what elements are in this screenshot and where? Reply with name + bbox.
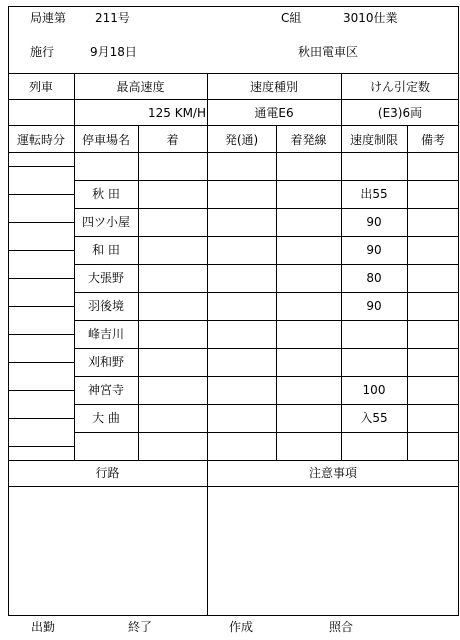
rule <box>74 348 459 349</box>
footer-checked: 照合 <box>329 620 354 634</box>
col-departure: 発(通) <box>224 133 259 147</box>
rule <box>8 152 459 153</box>
crew-group: C組 <box>281 11 302 25</box>
rule <box>276 125 277 460</box>
rule <box>8 194 74 195</box>
rule <box>8 125 459 126</box>
col-track: 着発線 <box>290 133 327 147</box>
rule <box>8 446 74 447</box>
consist: (E3)6両 <box>377 106 423 120</box>
rule <box>74 125 75 460</box>
label-train: 列車 <box>28 80 53 94</box>
rule <box>74 73 75 125</box>
rule <box>74 208 459 209</box>
rule <box>74 404 459 405</box>
rule <box>8 222 74 223</box>
rule <box>8 418 74 419</box>
rule <box>341 73 342 125</box>
station-name: 大張野 <box>87 271 124 285</box>
caution-label: 注意事項 <box>308 466 357 480</box>
rule <box>74 180 459 181</box>
col-speed-limit: 速度制限 <box>349 133 398 147</box>
rule <box>8 73 459 74</box>
station-name: 羽後境 <box>87 299 124 313</box>
col-arrival: 着 <box>166 133 179 147</box>
rule <box>8 362 74 363</box>
rule <box>8 99 459 100</box>
speed-limit: 出55 <box>360 187 388 201</box>
label-consist: けん引定数 <box>369 80 430 94</box>
rule <box>8 460 459 461</box>
notice-number: 211号 <box>95 11 130 25</box>
speed-limit: 90 <box>366 243 382 257</box>
rule <box>74 292 459 293</box>
effective-date: 9月18日 <box>90 45 137 59</box>
station-name: 刈和野 <box>87 355 124 369</box>
rule <box>74 432 459 433</box>
rule <box>138 125 139 460</box>
rule <box>8 306 74 307</box>
rule <box>74 236 459 237</box>
speed-limit: 90 <box>366 215 382 229</box>
rule <box>8 250 74 251</box>
col-station: 停車場名 <box>81 133 130 147</box>
speed-limit: 入55 <box>360 411 388 425</box>
station-name: 四ツ小屋 <box>81 215 130 229</box>
speed-limit: 90 <box>366 299 382 313</box>
rule <box>8 334 74 335</box>
station-name: 神宮寺 <box>87 383 124 397</box>
rule <box>8 278 74 279</box>
rule <box>207 460 208 616</box>
speed-limit: 80 <box>366 271 382 285</box>
rule <box>207 125 208 460</box>
rule <box>74 376 459 377</box>
footer-prepared: 作成 <box>229 620 254 634</box>
rule <box>74 320 459 321</box>
rule <box>8 166 74 167</box>
speed-limit: 100 <box>362 383 386 397</box>
label-max-speed: 最高速度 <box>116 80 165 94</box>
col-remarks: 備考 <box>420 133 445 147</box>
rule <box>74 264 459 265</box>
speed-class: 通電E6 <box>254 106 294 120</box>
footer-report-in: 出勤 <box>31 620 56 634</box>
station-name: 和 田 <box>92 243 120 257</box>
label-speed-class: 速度種別 <box>249 80 298 94</box>
work-code: 3010仕業 <box>343 11 398 25</box>
rule <box>8 390 74 391</box>
rule <box>8 486 459 487</box>
station-name: 大 曲 <box>92 411 120 425</box>
rule <box>341 125 342 460</box>
route-label: 行路 <box>95 466 120 480</box>
max-speed: 125 KM/H <box>147 106 206 120</box>
footer-end: 終了 <box>128 620 153 634</box>
station-name: 峰吉川 <box>87 327 124 341</box>
notice-label: 局連第 <box>30 11 67 25</box>
depot-name: 秋田電車区 <box>298 45 359 59</box>
rule <box>407 125 408 460</box>
rule <box>207 73 208 125</box>
station-name: 秋 田 <box>92 187 120 201</box>
col-run-time: 運転時分 <box>16 133 65 147</box>
effective-label: 施行 <box>30 45 55 59</box>
